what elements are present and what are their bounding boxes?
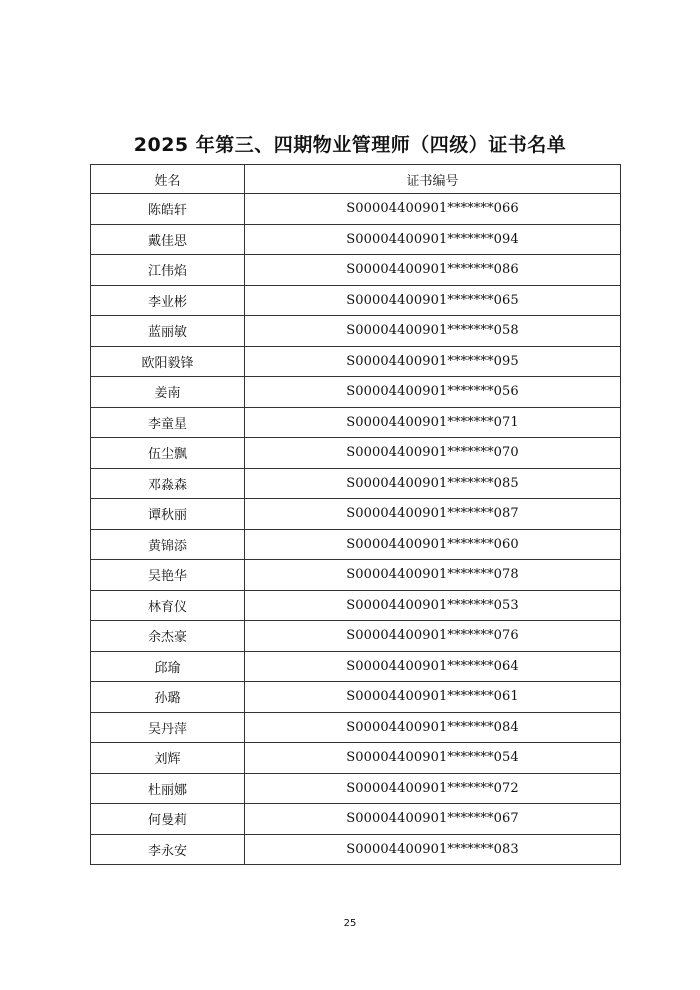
name-cell: 李童星 [91, 407, 245, 438]
table-row [91, 468, 621, 499]
certificate-cell: S00004400901*******054 [245, 743, 621, 774]
table-row [91, 773, 621, 804]
table-row [91, 224, 621, 255]
table-body [91, 194, 621, 865]
table-row [91, 438, 621, 469]
certificate-cell: S00004400901*******078 [245, 560, 621, 591]
table-row [91, 255, 621, 286]
certificate-cell: S00004400901*******053 [245, 590, 621, 621]
name-cell: 欧阳毅锋 [91, 346, 245, 377]
certificate-cell: S00004400901*******071 [245, 407, 621, 438]
certificate-cell: S00004400901*******095 [245, 346, 621, 377]
certificate-cell: S00004400901*******072 [245, 773, 621, 804]
name-cell: 姜南 [91, 377, 245, 408]
certificate-cell: S00004400901*******056 [245, 377, 621, 408]
name-cell: 谭秋丽 [91, 499, 245, 530]
table-row [91, 590, 621, 621]
table-row [91, 407, 621, 438]
name-cell: 蓝丽敏 [91, 316, 245, 347]
certificate-cell: S00004400901*******094 [245, 224, 621, 255]
table-row [91, 560, 621, 591]
certificate-cell: S00004400901*******086 [245, 255, 621, 286]
table-row [91, 651, 621, 682]
table-row [91, 194, 621, 225]
table-row [91, 834, 621, 865]
certificate-cell: S00004400901*******061 [245, 682, 621, 713]
certificate-cell: S00004400901*******067 [245, 804, 621, 835]
table-row [91, 499, 621, 530]
name-cell: 戴佳思 [91, 224, 245, 255]
table-row [91, 529, 621, 560]
certificate-cell: S00004400901*******085 [245, 468, 621, 499]
table-row [91, 346, 621, 377]
column-header-certificate: 证书编号 [245, 165, 621, 194]
certificate-cell: S00004400901*******058 [245, 316, 621, 347]
name-cell: 吴丹萍 [91, 712, 245, 743]
certificate-cell: S00004400901*******083 [245, 834, 621, 865]
certificate-cell: S00004400901*******076 [245, 621, 621, 652]
table-row [91, 377, 621, 408]
certificate-cell: S00004400901*******070 [245, 438, 621, 469]
table-row [91, 285, 621, 316]
name-cell: 林育仪 [91, 590, 245, 621]
table-row [91, 712, 621, 743]
table-row [91, 621, 621, 652]
name-cell: 杜丽娜 [91, 773, 245, 804]
name-cell: 余杰豪 [91, 621, 245, 652]
column-header-name: 姓名 [91, 165, 245, 194]
name-cell: 刘辉 [91, 743, 245, 774]
table-row [91, 804, 621, 835]
name-cell: 邓淼森 [91, 468, 245, 499]
page-number: 25 [343, 918, 357, 929]
name-cell: 李业彬 [91, 285, 245, 316]
page-title: 2025 年第三、四期物业管理师（四级）证书名单 [133, 134, 567, 156]
name-cell: 伍尘飘 [91, 438, 245, 469]
certificate-cell: S00004400901*******060 [245, 529, 621, 560]
certificate-cell: S00004400901*******066 [245, 194, 621, 225]
certificate-cell: S00004400901*******087 [245, 499, 621, 530]
name-cell: 江伟焰 [91, 255, 245, 286]
name-cell: 邱瑜 [91, 651, 245, 682]
name-cell: 吴艳华 [91, 560, 245, 591]
name-cell: 何曼莉 [91, 804, 245, 835]
certificate-cell: S00004400901*******065 [245, 285, 621, 316]
certificate-table [90, 164, 621, 865]
table-row [91, 316, 621, 347]
name-cell: 黄锦添 [91, 529, 245, 560]
table-row [91, 682, 621, 713]
certificate-cell: S00004400901*******064 [245, 651, 621, 682]
certificate-cell: S00004400901*******084 [245, 712, 621, 743]
name-cell: 李永安 [91, 834, 245, 865]
table-header-row [91, 165, 621, 194]
name-cell: 陈皓轩 [91, 194, 245, 225]
name-cell: 孙璐 [91, 682, 245, 713]
table-row [91, 743, 621, 774]
